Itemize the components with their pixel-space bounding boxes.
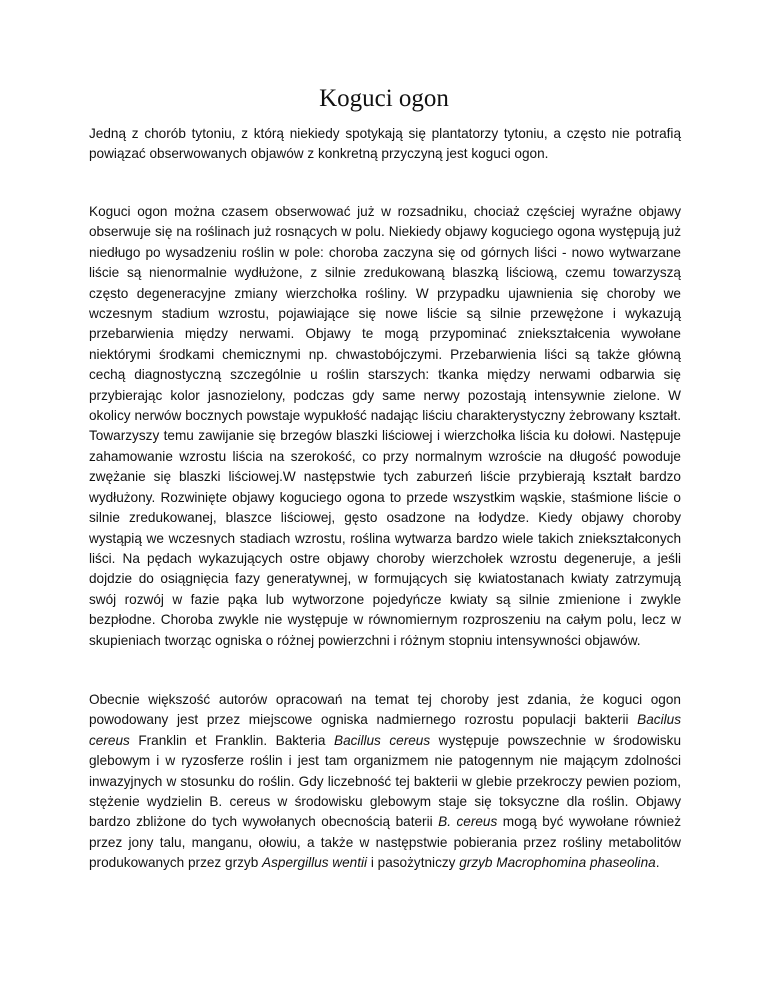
species-name: B. cereus: [438, 814, 498, 830]
paragraph-intro: Jedną z chorób tytoniu, z którą niekiedy spotykają się plantatorzy tytoniu, a często nie potrafią powiązać obserwowanych objawów z konkretną przyczyną jest koguci ogon.: [89, 126, 681, 162]
text-segment: Franklin et Franklin. Bakteria: [129, 732, 334, 748]
species-name: Bacillus cereus: [334, 732, 431, 748]
text-segment: Obecnie większość autorów opracowań na temat tej choroby jest zdania, że koguci ogon powodowany jest przez miejscowe ogniska nadmiernego rozrostu populacji bakterii: [89, 692, 681, 728]
text-segment: .: [655, 855, 660, 871]
text-segment: mogą być wywołane również przez jony talu, manganu, ołowiu, a także w następstwie pobierania przez rośliny metabolitów produkowanych przez grzyb: [89, 814, 681, 871]
text-segment: i pasożytniczy: [367, 855, 460, 871]
species-name: Bacilus cereus: [89, 712, 681, 748]
text-segment: występuje powszechnie w środowisku glebowym i w ryzosferze roślin i jest tam organizmem nie patogennym nie mającym zdolności inwazyjnych w stosunku do roślin. Gdy liczebność tej bakterii w glebie przekroczy pewien poziom, stężenie wydzielin B. cereus w środowisku glebowym staje się toksyczne dla roślin. Objawy bardzo zbliżone do tych wywołanych obecnością baterii: [89, 732, 682, 830]
species-name: Aspergillus wentii: [262, 855, 368, 871]
paragraph-symptoms: Koguci ogon można czasem obserwować już w rozsadniku, chociaż częściej wyraźne objawy obserwuje się na roślinach już rosnących w polu. Niekiedy objawy koguciego ogona występują już niedługo po wysadzeniu roślin w pole: choroba zaczyna się od górnych liści - nowo wytwarzane liście są nienormalnie wydłużone, z silnie zredukowaną blaszką liściową, czemu towarzyszą często degeneracyjne zmiany wierzchołka rośliny. W przypadku ujawnienia się choroby we wczesnym stadium wzrostu, pojawiające się nowe liście są silnie przewężone i wykazują przebarwienia między nerwami. Objawy te mogą przypominać zniekształcenia wywołane niektórymi środkami chemicznymi np. chwastobójczymi. Przebarwienia liści są także główną cechą diagnostyczną szczególnie u roślin starszych: tkanka między nerwami odbarwia się przybierając kolor jasnozielony, podczas gdy same nerwy pozostają intensywnie zielone. W okolicy nerwów bocznych powstaje wypukłość nadając liściu charakterystyczny żebrowany kształt. Towarzyszy temu zawijanie się brzegów blaszki liściowej i wierzchołka liścia ku dołowi. Następuje zahamowanie wzrostu liścia na szerokość, co przy normalnym wzroście na długość powoduje zwężanie się blaszki liściowej.W następstwie tych zaburzeń liście przybierają kształt bardzo wydłużony. Rozwinięte objawy koguciego ogona to przede wszystkim wąskie, staśmione liście o silnie zredukowanej, blaszce liściowej, gęsto osadzone na łodydze. Kiedy objawy choroby wystąpią we wczesnych stadiach wzrostu, roślina wytwarza bardzo wiele takich zniekształconych liści. Na pędach wykazujących ostre objawy choroby wierzchołek wzrostu degeneruje, a jeśli dojdzie do osiągnięcia fazy generatywnej, w formujących się kwiatostanach kwiaty zatrzymują swój rozwój w fazie pąka lub wytworzone pojedyńcze kwiaty są silnie zmienione i zwykle bezpłodne. Choroba zwykle nie występuje w równomiernym rozproszeniu na całym polu, lecz w skupieniach tworząc ogniska o różnej powierzchni i różnym stopniu intensywności objawów.: [89, 204, 681, 648]
document-title: Koguci ogon: [319, 85, 449, 112]
species-name: grzyb Macrophomina phaseolina: [459, 855, 656, 871]
paragraph-causes: [89, 690, 681, 874]
